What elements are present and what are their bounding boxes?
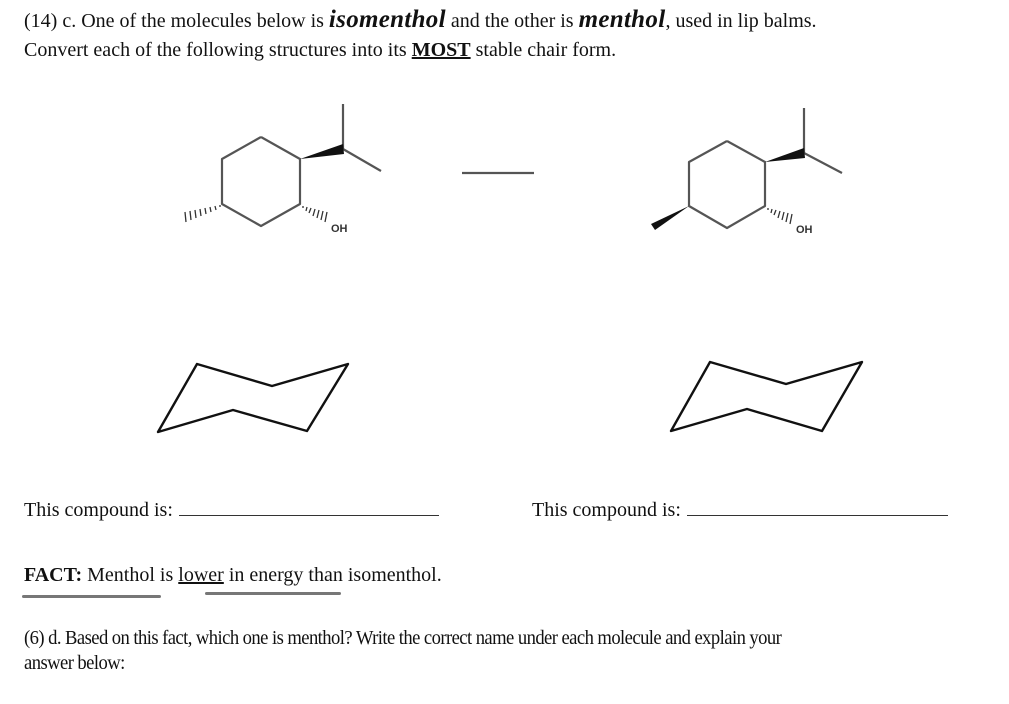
molecule-1-hashed-oh-bond xyxy=(303,206,327,222)
question-c-middle: and the other is xyxy=(445,10,579,32)
answer-blank-2[interactable] xyxy=(687,497,948,516)
molecule-1-hashed-methyl-bond xyxy=(185,205,220,222)
answer-prompt-1 xyxy=(24,497,439,522)
molecule-2-oh-label: OH xyxy=(796,224,813,236)
question-d-line2: answer below: xyxy=(24,652,125,674)
molecule-2-skeletal xyxy=(689,108,842,228)
highlight-mark-2 xyxy=(205,592,341,595)
fact-suffix: in energy than isomenthol. xyxy=(223,564,442,586)
fact-label: FACT: xyxy=(24,564,83,586)
molecule-2-wedge-methyl-bond xyxy=(651,206,689,230)
answer-blank-1[interactable] xyxy=(179,497,439,516)
fact-prefix: Menthol is xyxy=(82,564,179,586)
question-c-prefix: (14) c. One of the molecules below is xyxy=(24,10,329,32)
term-isomenthol: isomenthol xyxy=(328,6,446,33)
answer-prompt-2-label: This compound is: xyxy=(532,499,681,521)
chair-template-1[interactable] xyxy=(158,364,348,432)
molecule-1-skeletal xyxy=(222,104,381,226)
fact-emphasis-lower: lower xyxy=(178,564,224,586)
molecule-2-hashed-oh-bond xyxy=(768,208,792,224)
question-c-suffix: , used in lip balms. xyxy=(665,10,817,32)
molecule-2-wedge-bond xyxy=(765,148,805,162)
chair-template-2[interactable] xyxy=(671,362,862,431)
molecule-1-oh-label: OH xyxy=(331,223,348,235)
question-c-line2-prefix: Convert each of the following structures into its xyxy=(24,39,412,61)
question-c-line2-suffix: stable chair form. xyxy=(470,39,617,61)
answer-prompt-1-label: This compound is: xyxy=(24,499,173,521)
question-d-line1: (6) d. Based on this fact, which one is menthol? Write the correct name under each molecule and explain your xyxy=(24,627,782,649)
molecule-1-wedge-bond xyxy=(300,144,344,159)
answer-prompt-2 xyxy=(532,497,948,522)
highlight-mark-1 xyxy=(22,595,161,598)
term-menthol: menthol xyxy=(578,6,666,33)
emphasis-most: MOST xyxy=(411,39,471,61)
fact-statement xyxy=(24,563,442,587)
